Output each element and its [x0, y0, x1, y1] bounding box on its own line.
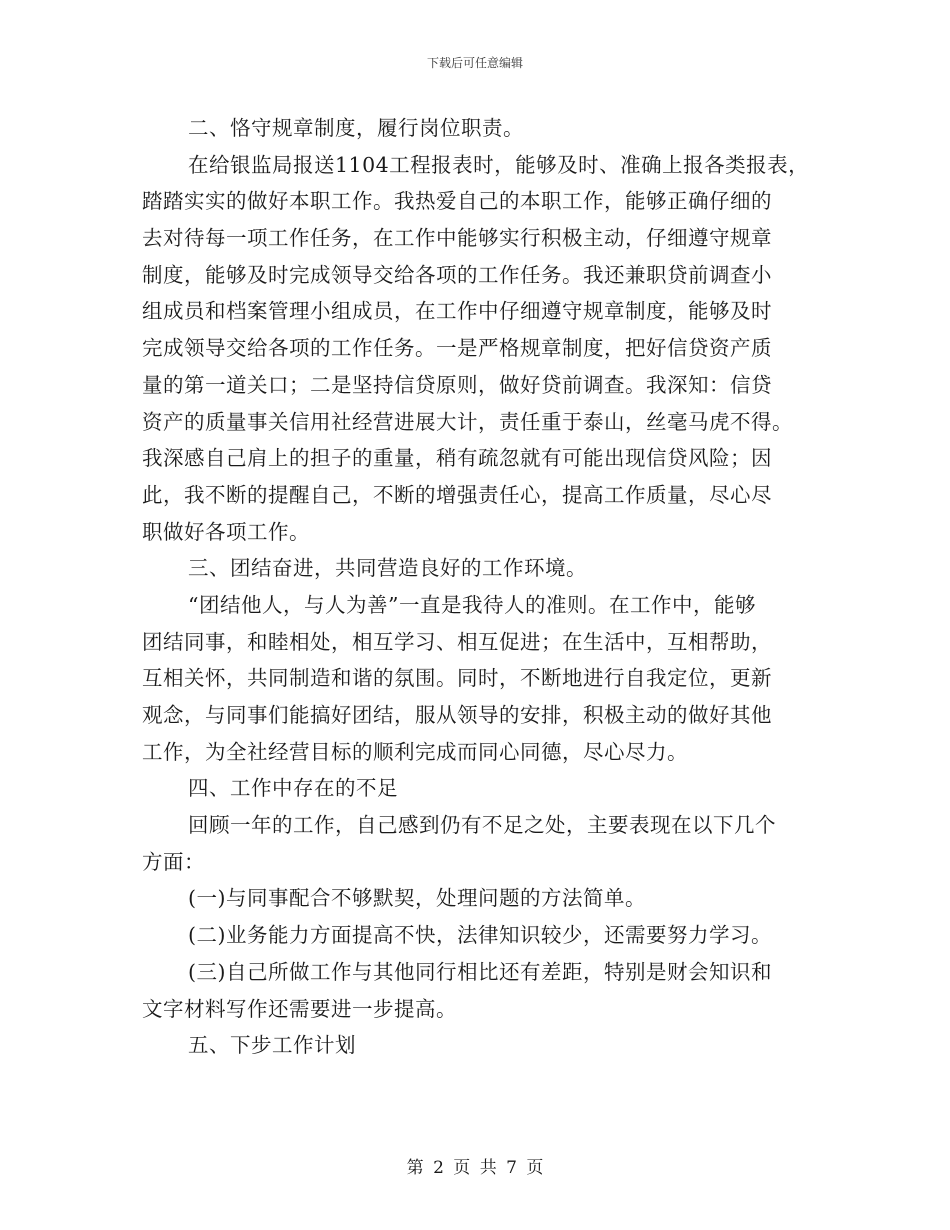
- document-body: [142, 110, 822, 1064]
- paragraph-line: 完成领导交给各项的工作任务。一是严格规章制度，把好信贷资产质: [142, 336, 772, 361]
- paragraph-line: 工作，为全社经营目标的顺利完成而同心同德，尽心尽力。: [142, 739, 688, 764]
- list-item: (三)自己所做工作与其他同行相比还有差距，特别是财会知识和: [188, 959, 772, 984]
- section-heading-5: 五、下步工作计划: [188, 1033, 356, 1058]
- list-item: (一)与同事配合不够默契，处理问题的方法简单。: [188, 886, 646, 911]
- paragraph-line: 方面：: [142, 849, 205, 874]
- paragraph-line: 回顾一年的工作，自己感到仍有不足之处，主要表现在以下几个: [188, 813, 776, 838]
- paragraph-line: 文字材料写作还需要进一步提高。: [142, 996, 457, 1021]
- paragraph-line: 在给银监局报送1104工程报表时，能够及时、准确上报各类报表，: [188, 152, 810, 177]
- paragraph-line: 团结同事，和睦相处，相互学习、相互促进；在生活中，互相帮助，: [142, 629, 772, 654]
- paragraph-line: 观念，与同事们能搞好团结，服从领导的安排，积极主动的做好其他: [142, 703, 772, 727]
- section-heading-2: 二、恪守规章制度，履行岗位职责。: [188, 116, 524, 140]
- paragraph-line: 制度，能够及时完成领导交给各项的工作任务。我还兼职贷前调查小: [142, 262, 772, 287]
- section-heading-3: 三、团结奋进，共同营造良好的工作环境。: [188, 556, 587, 581]
- paragraph-line: 互相关怀，共同制造和谐的氛围。同时，不断地进行自我定位，更新: [142, 666, 772, 691]
- page-header-note: 下载后可任意编辑: [426, 56, 523, 70]
- paragraph-line: 踏踏实实的做好本职工作。我热爱自己的本职工作，能够正确仔细的: [142, 189, 772, 214]
- paragraph-line: 组成员和档案管理小组成员，在工作中仔细遵守规章制度，能够及时: [142, 299, 772, 324]
- section-heading-4: 四、工作中存在的不足: [188, 776, 398, 801]
- paragraph-line: 此，我不断的提醒自己，不断的增强责任心，提高工作质量，尽心尽: [142, 482, 772, 507]
- paragraph-line: 资产的质量事关信用社经营进展大计，责任重于泰山，丝毫马虎不得。: [142, 409, 793, 434]
- list-item: (二)业务能力方面提高不快，法律知识较少，还需要努力学习。: [188, 923, 772, 948]
- paragraph-line: 职做好各项工作。: [142, 519, 310, 544]
- paragraph-line: 我深感自己肩上的担子的重量，稍有疏忽就有可能出现信贷风险；因: [142, 446, 772, 471]
- paragraph-line: “团结他人，与人为善”一直是我待人的准则。在工作中，能够: [188, 592, 756, 617]
- page-number: 第 2 页 共 7 页: [406, 1158, 544, 1178]
- paragraph-line: 去对待每一项工作任务，在工作中能够实行积极主动，仔细遵守规章: [142, 226, 772, 251]
- paragraph-line: 量的第一道关口；二是坚持信贷原则，做好贷前调查。我深知：信贷: [142, 372, 772, 397]
